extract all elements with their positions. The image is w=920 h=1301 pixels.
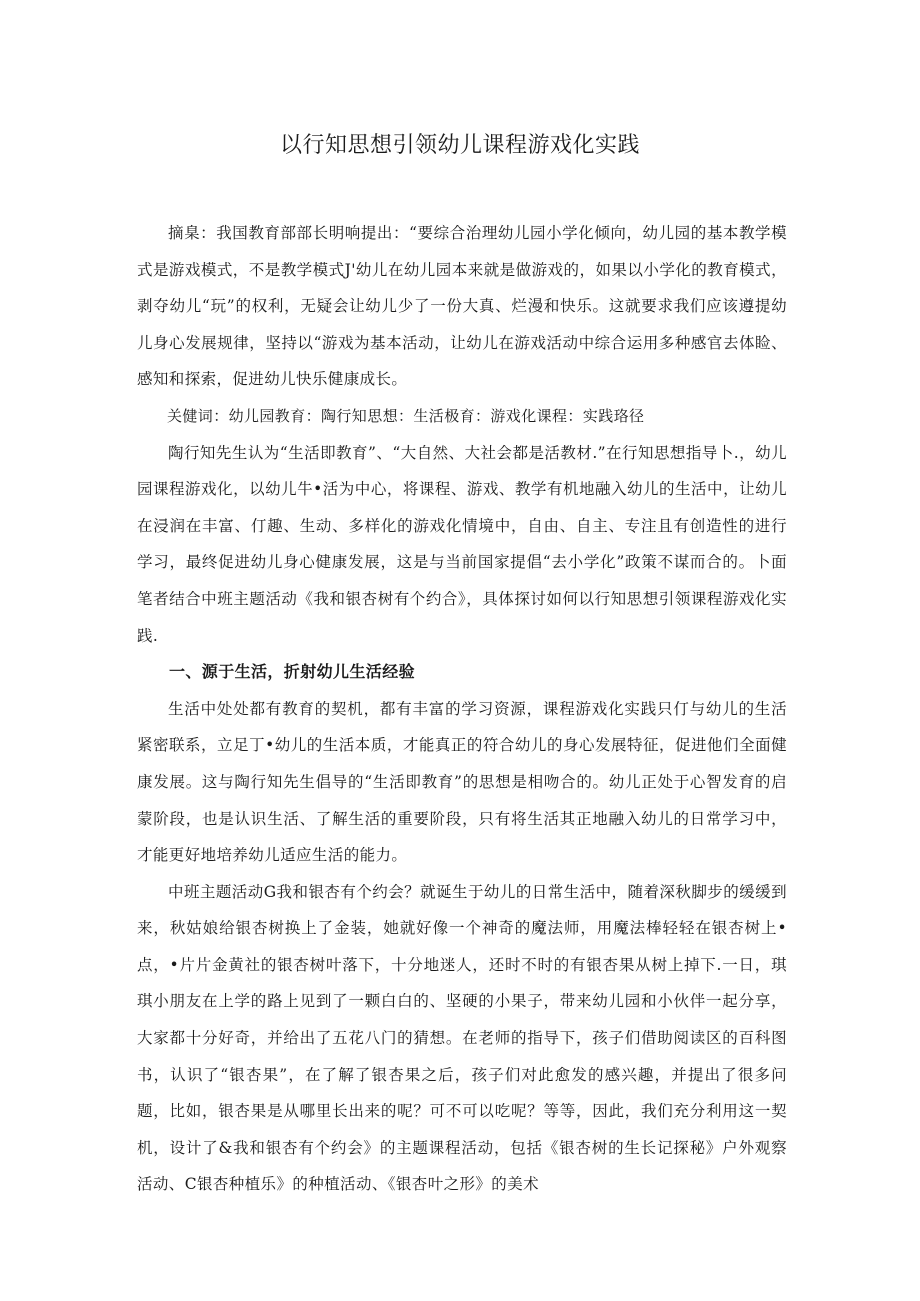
section-paragraph: 生活中处处都有教育的契机，都有丰富的学习资源，课程游戏化实践只仃与幼儿的生活紧密联系，立足丁•幼儿的生活本质，才能真正的符合幼儿的身心发展特征，促进他们全面健康发展。这与陶行知先生倡导的“生活即教育”的思想是相吻合的。幼儿正处于心智发育的启蒙阶段，也是认识生活、了解生活的重要阶段，只有将生活其正地融入幼儿的日常学习中，才能更好地培养幼儿适应生活的能力。 bbox=[137, 699, 787, 865]
abstract-paragraph: 摘臬：我国教育部部长明响提出：“要综合治理幼儿园小学化倾向，幼儿园的基本教学模式是游戏模式，不是教学模式J'幼儿在幼儿园本来就是做游戏的，如果以小学化的教育模式，剥夺幼儿“玩”的权利，无疑会让幼儿少了一份大真、烂漫和快乐。这就要求我们应该遵提幼儿身心发展规律，坚持以“游戏为基本活动，让幼儿在游戏活动中综合运用多种感官去体睑、感知和探索，促进幼儿快乐健康成长。 bbox=[137, 224, 787, 389]
section-heading: 一、源于生活，折射幼儿生活经验 bbox=[169, 662, 416, 682]
document-title: 以行知思想引领幼儿课程游戏化实践 bbox=[279, 133, 640, 158]
document-body bbox=[137, 215, 787, 1203]
keywords-line: 关健词：幼儿园教育：陶行知思想：生活极育：游戏化课程：实践珞径 bbox=[167, 406, 645, 425]
intro-paragraph: 陶行知先生认为“生活即教育”、“大自然、大社会都是活教材.”在行知思想指导卜.，幼儿园课程游戏化，以幼儿牛•活为中心，将课程、游戏、教学有机地融入幼儿的生活中，让幼儿在浸润在丰富、仃趣、生动、多样化的游戏化情境中，自由、自主、专注且有创造性的进行学习，最终促进幼儿身心健康发展，这是与当前国家提倡“去小学化”政策不谋而合的。卜面笔者结合中班主题活动《我和银杏树有个约合》，具体探讨如何以行知思想引领课程游戏化实践. bbox=[137, 443, 787, 645]
section-paragraph: 中班主题活动G我和银杏有个约会？就诞生于幼儿的日常生活中，随着深秋脚步的缓缓到来，秋姑娘给银杏树换上了金装，她就好像一个神奇的魔法师，用魔法棒轻轻在银杏树上•点，•片片金黄社的银杏树叶落下，十分地迷人，还时不时的有银杏果从树上掉下.一日，琪琪小朋友在上学的路上见到了一颗白白的、坚硬的小果子，带来幼儿园和小伙伴一起分享，大家都十分好奇，并给出了五花八门的猜想。在老师的指导下，孩子们借助阅读区的百科图书，认识了“银杏果”，在了解了银杏果之后，孩子们对此愈发的感兴趣，并提出了很多问题，比如，银杏果是从哪里长出来的呢？可不可以吃呢？等等，因此，我们充分利用这一契机，设计了&我和银杏有个约会》的主题课程活动，包括《银杏树的生长记探秘》户外观察活动、C银杏种植乐》的种植活动、《银杏叶之形》的美术 bbox=[137, 882, 787, 1194]
